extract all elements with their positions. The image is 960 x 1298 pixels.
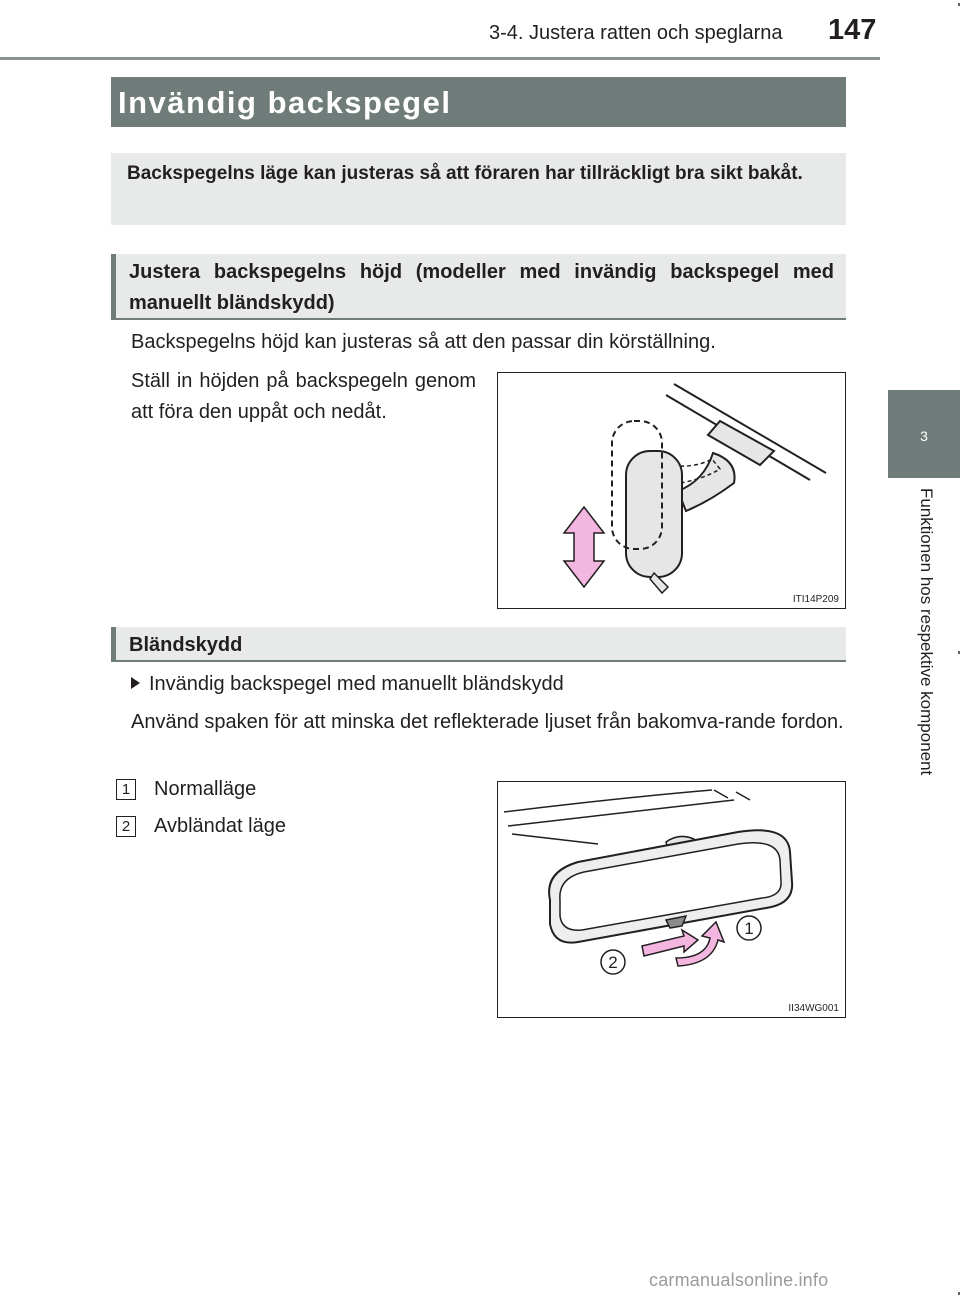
section1-instruction: Ställ in höjden på backspegeln genom att föra den uppåt och nedåt. [131,370,476,423]
header-section-title: 3-4. Justera ratten och speglarna [489,22,783,44]
chapter-title: Funktionen hos respektive komponent [917,488,936,776]
item-number-box: 1 [116,779,136,800]
mirror-height-figure [497,372,846,609]
section-heading-antiglare: Bländskydd [111,627,846,662]
page-number: 147 [828,14,877,46]
section-heading-height-adjust: Justera backspegelns höjd (modeller med invändig backspegel med manuellt bländskydd) [111,254,846,320]
callout-number: 1 [744,919,754,938]
intro-text: Backspegelns läge kan justeras så att föraren har tillräckligt bra sikt bakåt. [111,153,846,225]
bullet-text: Invändig backspegel med manuellt bländskydd [149,673,564,695]
mirror-height-illustration [498,373,845,608]
item-label: Normalläge [154,778,257,800]
header-divider [0,57,880,60]
bullet-triangle-icon [131,677,140,689]
chapter-number: 3 [920,428,928,444]
watermark-text: carmanualsonline.info [649,1270,829,1290]
item-label: Avbländat läge [154,815,286,837]
item-number-box: 2 [116,816,136,837]
page-title: Invändig backspegel [111,77,846,127]
bullet-item [131,669,846,700]
section2-paragraph: Använd spaken för att minska det reflekterade ljuset från bakomva-rande fordon. [131,711,844,733]
callout-number: 2 [608,953,618,972]
figure-code: ITI14P209 [792,594,839,605]
antiglare-illustration [498,782,845,1017]
section1-paragraph: Backspegelns höjd kan justeras så att den passar din körställning. [131,331,716,353]
antiglare-figure [497,781,846,1018]
figure-code: II34WG001 [788,1003,839,1014]
